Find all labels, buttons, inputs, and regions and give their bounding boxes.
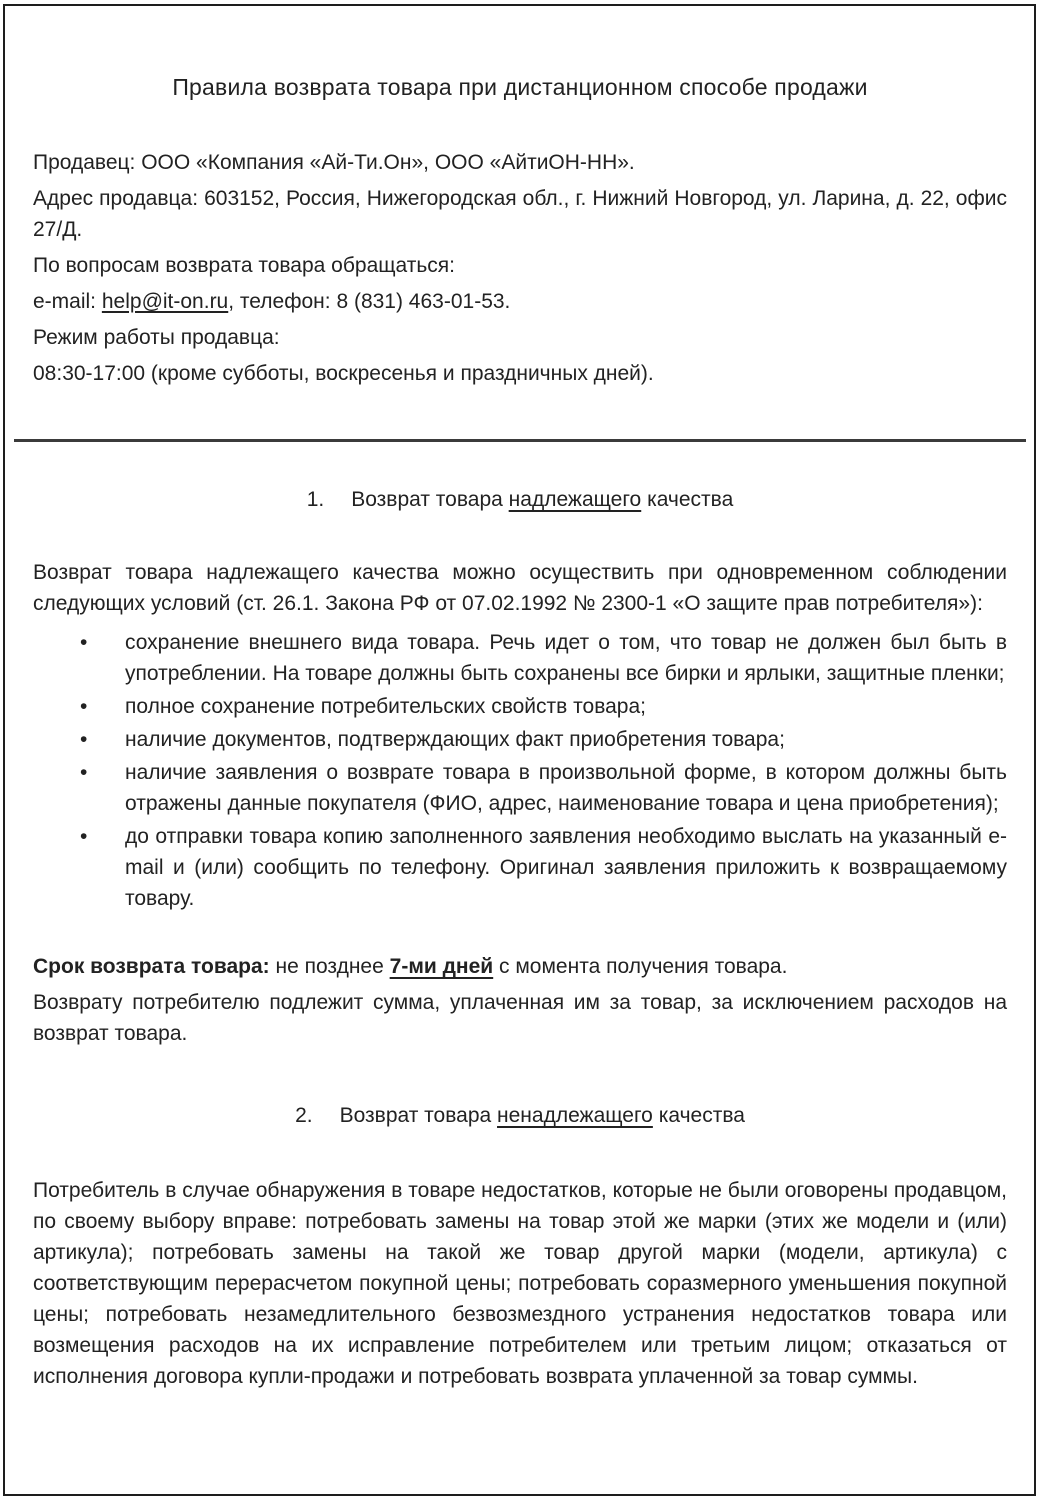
list-item-text: наличие заявления о возврате товара в произвольной форме, в котором должны быть отражены данные покупателя (ФИО, адрес, наименование товара и цена приобретения);: [125, 761, 1007, 815]
refund-note: Возврату потребителю подлежит сумма, уплаченная им за товар, за исключением расходов на возврат товара.: [33, 991, 1007, 1045]
seller-line: Продавец: ООО «Компания «Ай-Ти.Он», ООО «АйтиОН-НН».: [33, 151, 635, 174]
list-item-text: полное сохранение потребительских свойств товара;: [125, 695, 646, 718]
bullet-icon: •: [80, 728, 88, 751]
bullet-icon: •: [80, 761, 88, 784]
list-item: [33, 627, 1007, 689]
return-term-line: [33, 951, 1007, 982]
return-term-pre: не позднее: [269, 955, 390, 978]
schedule-label: Режим работы продавца:: [33, 326, 280, 349]
section1-title-pre: Возврат товара: [351, 488, 509, 511]
section2-body: Потребитель в случае обнаружения в товаре недостатков, которые не были оговорены продавцом, по своему выбору вправе: потребовать замены на товар этой же марки (этих же модели и (или) артикула); потребовать замены на такой же товар другой марки (модели, артикула) с соответствующим перерасчетом покупной цены; потребовать соразмерного уменьшения покупной цены; потребовать незамедлительного безвозмездного устранения недостатков товара или возмещения расходов на их исправление потребителем или третьим лицом; отказаться от исполнения договора купли-продажи и потребовать возврата уплаченной за товар суммы.: [33, 1179, 1007, 1388]
email-link[interactable]: help@it-on.ru: [101, 290, 229, 313]
section-divider: [14, 439, 1026, 442]
seller-info-block: [33, 147, 1007, 389]
section2-number: 2.: [295, 1104, 313, 1127]
section2-title-post: качества: [652, 1104, 745, 1127]
bullet-icon: •: [80, 631, 88, 654]
bullet-icon: •: [80, 695, 88, 718]
list-item-text: сохранение внешнего вида товара. Речь идет о том, что товар не должен был быть в употреблении. На товаре должны быть сохранены все бирки и ярлыки, защитные пленки;: [125, 631, 1007, 685]
phone-text: , телефон: 8 (831) 463-01-53.: [228, 290, 511, 313]
section1-heading: [33, 484, 1007, 515]
page-title: Правила возврата товара при дистанционном способе продажи: [172, 74, 868, 100]
list-item: [33, 691, 1007, 722]
seller-address: Адрес продавца: 603152, Россия, Нижегородская обл., г. Нижний Новгород, ул. Ларина, д. 22, офис 27/Д.: [33, 187, 1007, 241]
return-term-label: Срок возврата товара:: [33, 955, 270, 978]
conditions-list: [33, 627, 1007, 914]
email-label: e-mail:: [33, 290, 102, 313]
return-term-days: 7-ми дней: [389, 955, 494, 978]
bullet-icon: •: [80, 825, 88, 848]
list-item: [33, 724, 1007, 755]
list-item-text: до отправки товара копию заполненного заявления необходимо выслать на указанный e-mail и (или) сообщить по телефону. Оригинал заявления приложить к возвращаемому товару.: [125, 825, 1007, 910]
list-item: [33, 821, 1007, 914]
section1-title-post: качества: [641, 488, 734, 511]
contact-prompt: По вопросам возврата товара обращаться:: [33, 254, 456, 277]
list-item: [33, 757, 1007, 819]
section2-heading: [33, 1100, 1007, 1131]
section2-title-underlined: ненадлежащего: [497, 1104, 653, 1127]
section1-title-underlined: надлежащего: [508, 488, 642, 511]
section1-number: 1.: [306, 488, 325, 511]
return-term-post: с момента получения товара.: [493, 955, 788, 978]
section1-intro: Возврат товара надлежащего качества можно осуществить при одновременном соблюдении следующих условий (ст. 26.1. Закона РФ от 07.02.1992 № 2300-1 «О защите прав потребителя»):: [33, 561, 1007, 615]
list-item-text: наличие документов, подтверждающих факт приобретения товара;: [125, 728, 785, 751]
return-term-block: [33, 951, 1007, 1049]
section2-title-pre: Возврат товара: [339, 1104, 498, 1127]
schedule-value: 08:30-17:00 (кроме субботы, воскресенья и праздничных дней).: [33, 362, 654, 385]
contact-line: [33, 286, 1007, 317]
